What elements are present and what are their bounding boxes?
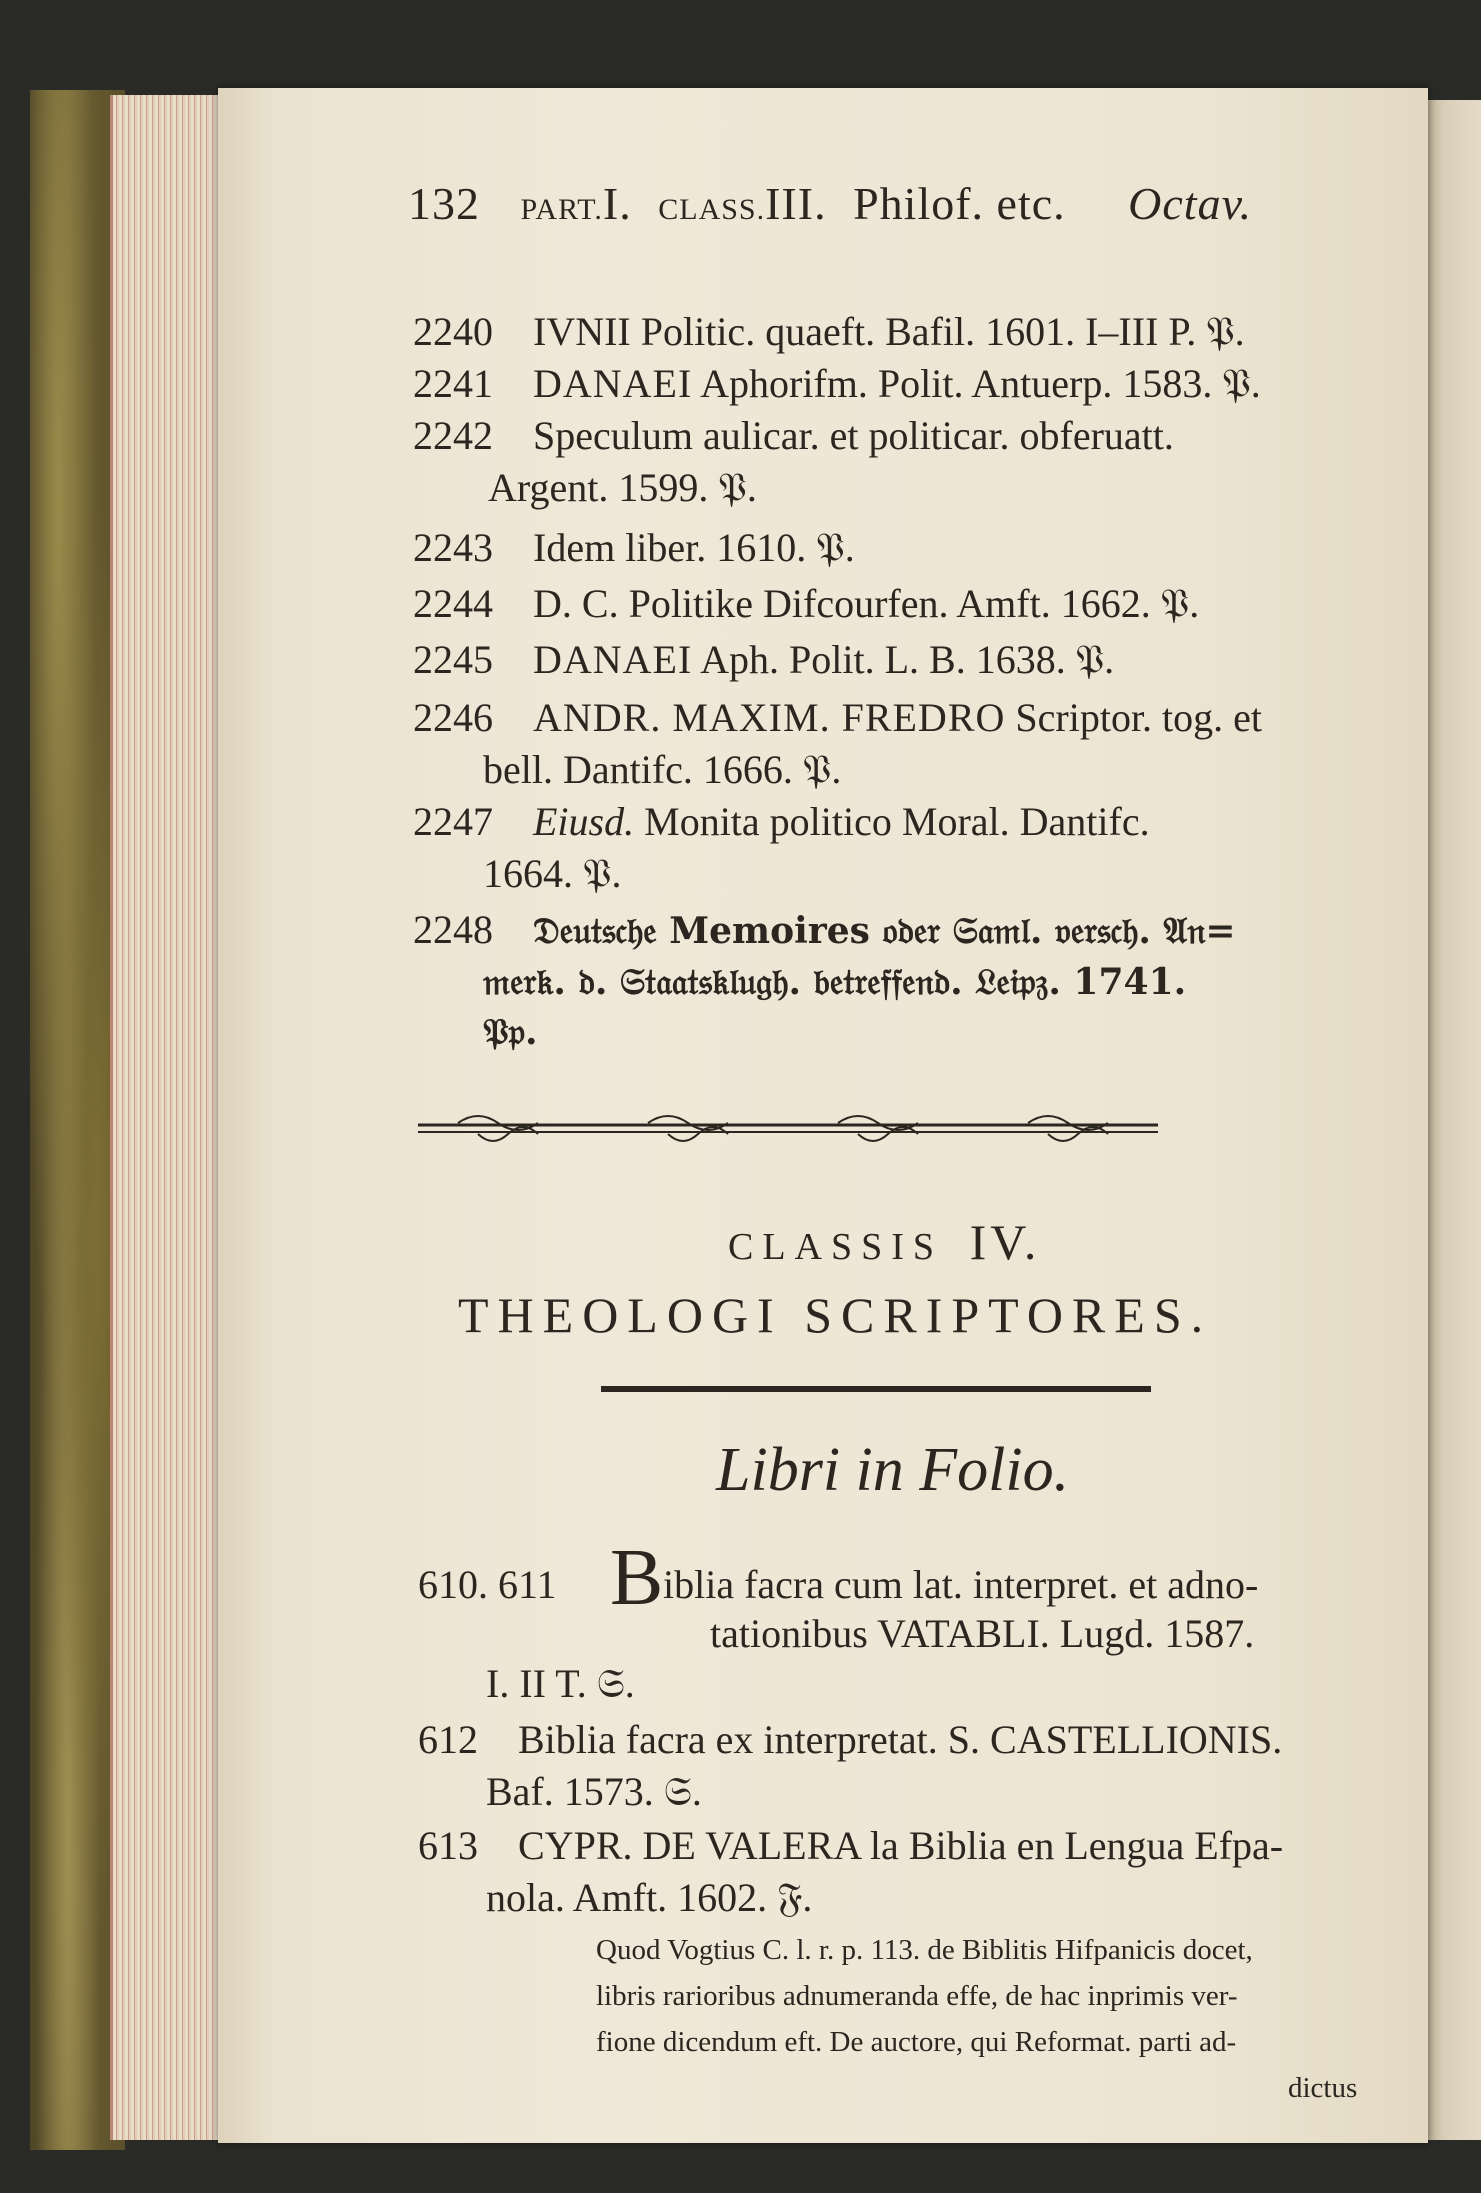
- entry-number: 2243: [413, 525, 493, 570]
- note-line-2: libris rarioribus adnumeranda effe, de hac inprimis ver-: [596, 1980, 1238, 2012]
- part-label: PART.: [520, 193, 603, 226]
- page-header: [408, 180, 1252, 234]
- entry-number: 2241: [413, 361, 493, 406]
- libri-subtitle: Libri in Folio.: [716, 1436, 1070, 1504]
- classis-number: IV.: [969, 1214, 1041, 1270]
- entry-2248-cont: 𝔪𝔢𝔯𝔨. 𝔡. 𝔖𝔱𝔞𝔞𝔱𝔰𝔨𝔩𝔲𝔤𝔥. 𝔟𝔢𝔱𝔯𝔢𝔣𝔣𝔢𝔫𝔡. 𝔏𝔢𝔦𝔭𝔷. 1741.: [483, 961, 1187, 1003]
- folio-entry-612: [418, 1716, 1282, 1764]
- entry-2241: [413, 360, 1261, 408]
- entry-number: 2244: [413, 581, 493, 626]
- class-label: CLASS.: [658, 193, 766, 226]
- entry-text: Monita politico Moral. Dantifc.: [644, 799, 1150, 844]
- entry-2240: [413, 308, 1245, 356]
- entry-text: Speculum aulicar. et politicar. obferuatt.: [533, 413, 1174, 458]
- page-text: [218, 88, 1428, 2143]
- entry-text: Biblia facra ex interpretat. S. CASTELLIONIS.: [518, 1717, 1283, 1762]
- entry-number: 2247: [413, 799, 493, 844]
- section-rule: [601, 1386, 1151, 1392]
- entry-text: 𝔇𝔢𝔲𝔱𝔰𝔠𝔥𝔢 Memoires 𝔬𝔡𝔢𝔯 𝔖𝔞𝔪𝔩. 𝔳𝔢𝔯𝔰𝔠𝔥. 𝔄𝔫=: [533, 910, 1236, 952]
- folio-entry-text-cont2: I. II T. 𝔖.: [486, 1661, 635, 1706]
- entry-2244: [413, 580, 1199, 628]
- entry-2248-cont2: 𝔓𝔭.: [483, 1011, 538, 1053]
- entry-2247-cont: 1664. 𝔓.: [483, 851, 622, 896]
- part-number: I.: [602, 178, 632, 229]
- note-line-1: Quod Vogtius C. l. r. p. 113. de Biblitis Hifpanicis docet,: [596, 1934, 1253, 1966]
- entry-2247: [413, 798, 1150, 846]
- entry-2242-cont: Argent. 1599. 𝔓.: [488, 465, 757, 510]
- classis-heading: [728, 1214, 1041, 1271]
- folio-entry-613: [418, 1822, 1283, 1870]
- folio-entry-612-cont: Baf. 1573. 𝔖.: [486, 1769, 702, 1814]
- page-number: 132: [408, 178, 480, 229]
- drop-cap: B: [610, 1534, 664, 1622]
- entry-2248: [413, 906, 1236, 955]
- entry-number: 2240: [413, 309, 493, 354]
- format-label: Octav.: [1128, 178, 1253, 229]
- entry-2246: [413, 694, 1262, 742]
- note-line-3: fione dicendum eft. De auctore, qui Reformat. parti ad-: [596, 2026, 1237, 2058]
- entry-text: Scriptor. tog. et: [1015, 695, 1263, 740]
- folio-entry-text: iblia facra cum lat. interpret. et adno-: [663, 1562, 1259, 1607]
- book-page: [218, 88, 1428, 2143]
- class-number: III.: [765, 178, 827, 229]
- entry-number: 2242: [413, 413, 493, 458]
- folio-entry-613-cont: nola. Amft. 1602. 𝔉.: [486, 1875, 813, 1920]
- entry-2242: [413, 412, 1174, 460]
- classis-label: CLASSIS: [728, 1226, 944, 1268]
- folio-entry-610-611: [418, 1561, 557, 1609]
- subject: Philof. etc.: [853, 178, 1066, 229]
- entry-text: IVNII Politic. quaeft. Bafil. 1601. I–III P. 𝔓.: [533, 309, 1245, 354]
- entry-2245: [413, 636, 1114, 684]
- entry-number: 2245: [413, 637, 493, 682]
- entry-author: Eiusd.: [533, 799, 635, 844]
- entry-2243: [413, 524, 855, 572]
- entry-text: Aph. Polit. L. B. 1638. 𝔓.: [700, 637, 1115, 682]
- entry-author: DANAEI: [533, 637, 693, 682]
- entry-number: 2248: [413, 907, 493, 952]
- entry-2246-cont: bell. Dantifc. 1666. 𝔓.: [483, 747, 842, 792]
- entry-text: D. C. Politike Difcourfen. Amft. 1662. 𝔓.: [533, 581, 1200, 626]
- entry-text: CYPR. DE VALERA la Biblia en Lengua Efpa-: [518, 1823, 1284, 1868]
- ornamental-divider: [418, 1103, 1158, 1153]
- section-title: THEOLOGI SCRIPTORES.: [458, 1287, 1213, 1343]
- entry-number: 610. 611: [418, 1562, 557, 1607]
- catchword: dictus: [1288, 2072, 1358, 2104]
- facing-page-edge: [1428, 100, 1481, 2140]
- entry-text: Idem liber. 1610. 𝔓.: [533, 525, 855, 570]
- entry-number: 612: [418, 1717, 478, 1762]
- page-edges: [110, 95, 233, 2140]
- entry-text: Aphorifm. Polit. Antuerp. 1583. 𝔓.: [700, 361, 1261, 406]
- folio-entry-text-cont: tationibus VATABLI. Lugd. 1587.: [710, 1611, 1255, 1656]
- entry-number: 2246: [413, 695, 493, 740]
- entry-author: DANAEI: [533, 361, 693, 406]
- entry-author: ANDR. MAXIM. FREDRO: [533, 695, 1006, 740]
- entry-number: 613: [418, 1823, 478, 1868]
